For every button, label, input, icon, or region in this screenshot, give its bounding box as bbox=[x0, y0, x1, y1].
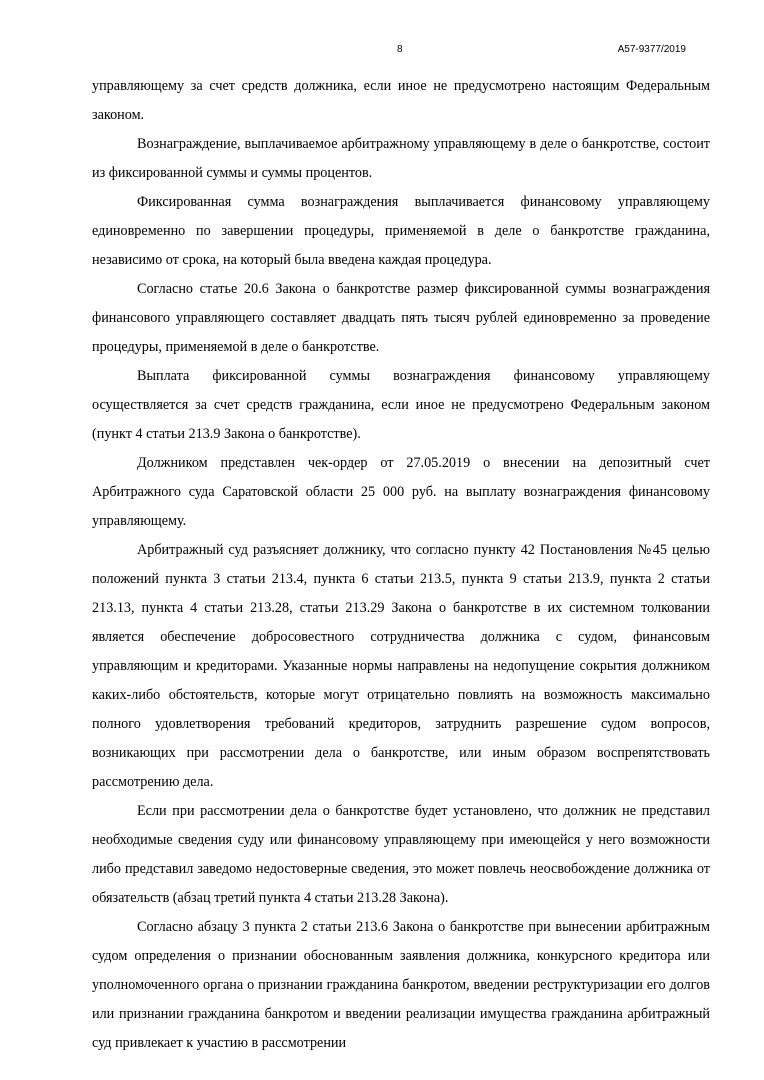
paragraph: Вознаграждение, выплачиваемое арбитражному управляющему в деле о банкротстве, состоит из фиксированной суммы и суммы процентов. bbox=[92, 136, 710, 181]
paragraph: Выплата фиксированной суммы вознаграждения финансовому управляющему осуществляется за счет средств гражданина, если иное не предусмотрено Федеральным законом (пункт 4 статьи 213.9 Закона о банкротстве). bbox=[92, 368, 710, 442]
document-body bbox=[92, 72, 710, 1058]
paragraph: Согласно статье 20.6 Закона о банкротстве размер фиксированной суммы вознаграждения финансового управляющего составляет двадцать пять тысяч рублей единовременно за проведение процедуры, применяемой в деле о банкротстве. bbox=[92, 281, 710, 355]
page-header bbox=[0, 44, 764, 60]
paragraph-continuation: управляющему за счет средств должника, если иное не предусмотрено настоящим Федеральным законом. bbox=[92, 78, 710, 123]
paragraph: Должником представлен чек-ордер от 27.05.2019 о внесении на депозитный счет Арбитражного суда Саратовской области 25 000 руб. на выплату вознаграждения финансовому управляющему. bbox=[92, 455, 710, 529]
paragraph: Согласно абзацу 3 пункта 2 статьи 213.6 Закона о банкротстве при вынесении арбитражным судом определения о признании обоснованным заявления должника, конкурсного кредитора или уполномоченного органа о признании гражданина банкротом, введении реструктуризации его долгов или признании гражданина банкротом и введении реализации имущества гражданина арбитражный суд привлекает к участию в рассмотрении bbox=[92, 919, 710, 1051]
page-number: 8 bbox=[397, 44, 403, 55]
paragraph: Если при рассмотрении дела о банкротстве будет установлено, что должник не представил необходимые сведения суду или финансовому управляющему при имеющейся у него возможности либо представил заведомо недостоверные сведения, это может повлечь неосвобождение должника от обязательств (абзац третий пункта 4 статьи 213.28 Закона). bbox=[92, 803, 710, 906]
paragraph: Фиксированная сумма вознаграждения выплачивается финансовому управляющему единовременно по завершении процедуры, применяемой в деле о банкротстве гражданина, независимо от срока, на который была введена каждая процедура. bbox=[92, 194, 710, 268]
paragraph: Арбитражный суд разъясняет должнику, что согласно пункту 42 Постановления №45 целью положений пункта 3 статьи 213.4, пункта 6 статьи 213.5, пункта 9 статьи 213.9, пункта 2 статьи 213.13, пункта 4 статьи 213.28, статьи 213.29 Закона о банкротстве в их системном толковании является обеспечение добросовестного сотрудничества должника с судом, финансовым управляющим и кредиторами. Указанные нормы направлены на недопущение сокрытия должником каких-либо обстоятельств, которые могут отрицательно повлиять на возможность максимально полного удовлетворения требований кредиторов, затруднить разрешение судом вопросов, возникающих при рассмотрении дела о банкротстве, или иным образом воспрепятствовать рассмотрению дела. bbox=[92, 542, 710, 790]
case-number: А57-9377/2019 bbox=[617, 44, 686, 55]
